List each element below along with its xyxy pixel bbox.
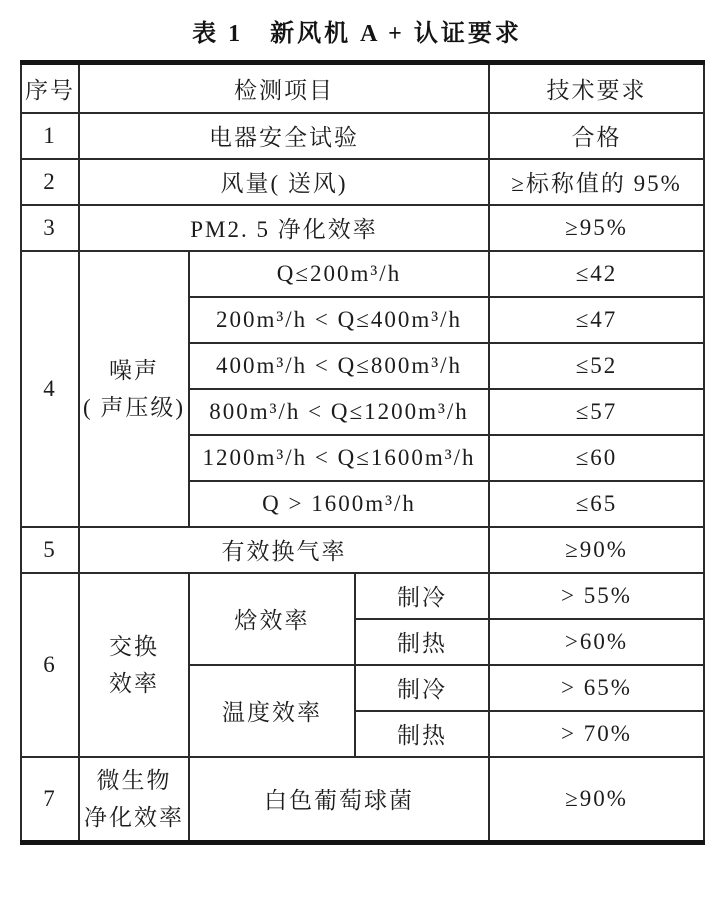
row5-item: 有效换气率 (79, 527, 489, 573)
col-header-item: 检测项目 (79, 63, 489, 113)
microbe-label-line1: 微生物 (96, 767, 172, 793)
exchange-label-line2: 效率 (109, 670, 159, 696)
enthalpy-efficiency-label: 焓效率 (189, 573, 355, 665)
mode-requirement: > 55% (489, 573, 704, 619)
mode-requirement: >60% (489, 619, 704, 665)
row5-no: 5 (21, 527, 79, 573)
noise-requirement: ≤52 (489, 343, 704, 389)
row3-no: 3 (21, 205, 79, 251)
table-caption: 表 1 新风机 A + 认证要求 (192, 21, 522, 47)
row4-noise-label (79, 251, 189, 527)
noise-label-line2: ( 声压级) (82, 394, 186, 420)
row2-requirement: ≥标称值的 95% (489, 159, 704, 205)
row7-microbe-label (79, 757, 189, 843)
mode-cell: 制冷 (355, 573, 489, 619)
table-row (21, 527, 704, 573)
certification-requirements-table (20, 60, 705, 845)
noise-requirement: ≤60 (489, 435, 704, 481)
row1-item: 电器安全试验 (79, 113, 489, 159)
row7-no: 7 (21, 757, 79, 843)
noise-requirement: ≤57 (489, 389, 704, 435)
noise-requirement: ≤65 (489, 481, 704, 527)
microbe-label-line2: 净化效率 (84, 804, 184, 830)
table-row (21, 757, 704, 843)
col-header-requirement: 技术要求 (489, 63, 704, 113)
noise-requirement: ≤47 (489, 297, 704, 343)
row2-no: 2 (21, 159, 79, 205)
table-row (21, 573, 704, 619)
table-row (21, 251, 704, 297)
row5-requirement: ≥90% (489, 527, 704, 573)
col-header-no: 序号 (21, 63, 79, 113)
row1-no: 1 (21, 113, 79, 159)
row7-requirement: ≥90% (489, 757, 704, 843)
table-row (21, 159, 704, 205)
row4-no: 4 (21, 251, 79, 527)
noise-label-line1: 噪声 (109, 357, 159, 383)
mode-cell: 制热 (355, 619, 489, 665)
row6-exchange-label (79, 573, 189, 757)
row7-item: 白色葡萄球菌 (189, 757, 489, 843)
mode-cell: 制热 (355, 711, 489, 757)
noise-condition: 800m³/h < Q≤1200m³/h (189, 389, 489, 435)
row6-no: 6 (21, 573, 79, 757)
exchange-label-line1: 交换 (109, 633, 159, 659)
noise-condition: 200m³/h < Q≤400m³/h (189, 297, 489, 343)
row3-requirement: ≥95% (489, 205, 704, 251)
temperature-efficiency-label: 温度效率 (189, 665, 355, 757)
noise-condition: Q≤200m³/h (189, 251, 489, 297)
noise-condition: Q > 1600m³/h (189, 481, 489, 527)
mode-requirement: > 70% (489, 711, 704, 757)
mode-cell: 制冷 (355, 665, 489, 711)
noise-condition: 1200m³/h < Q≤1600m³/h (189, 435, 489, 481)
noise-requirement: ≤42 (489, 251, 704, 297)
header-row (21, 63, 704, 113)
row1-requirement: 合格 (489, 113, 704, 159)
row2-item: 风量( 送风) (79, 159, 489, 205)
mode-requirement: > 65% (489, 665, 704, 711)
table-row (21, 113, 704, 159)
noise-condition: 400m³/h < Q≤800m³/h (189, 343, 489, 389)
table-row (21, 205, 704, 251)
row3-item: PM2. 5 净化效率 (79, 205, 489, 251)
